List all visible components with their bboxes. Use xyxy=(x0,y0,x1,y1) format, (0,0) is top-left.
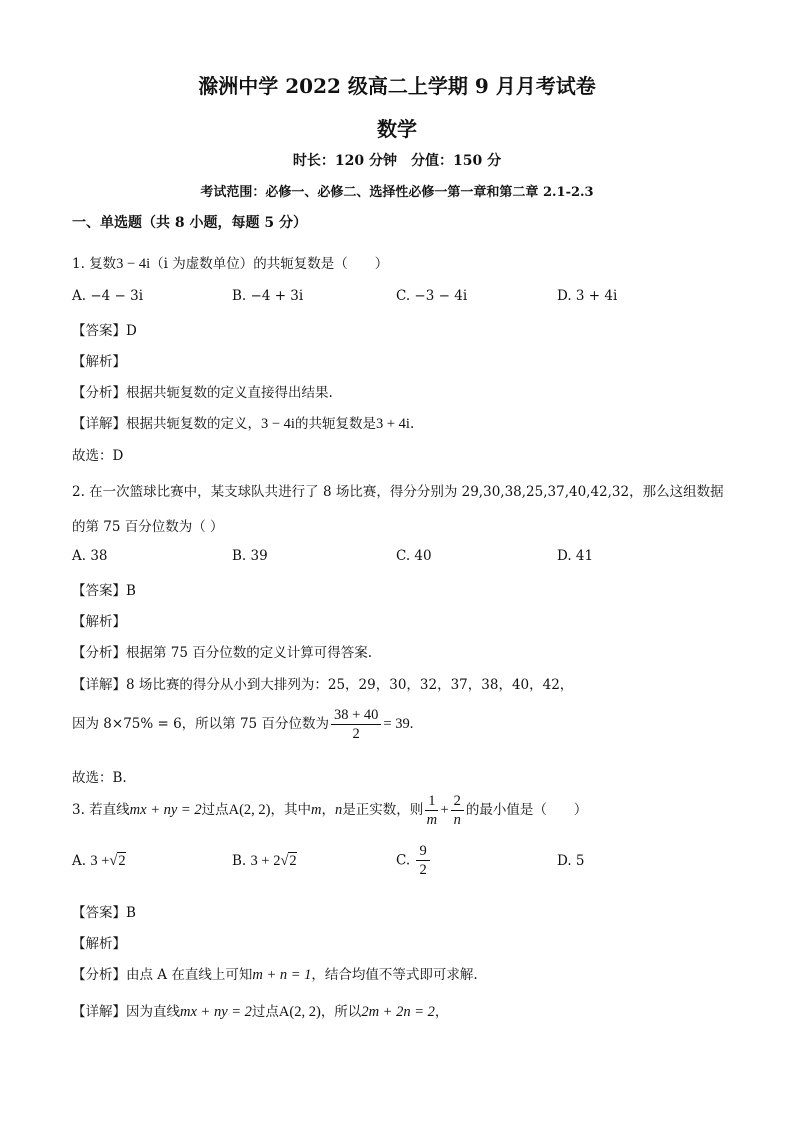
q3-stem-comma: ， xyxy=(321,802,335,818)
q3-option-c-numerator: 9 xyxy=(416,842,429,861)
q3-option-b-radicand: 2 xyxy=(289,853,297,869)
q1-stem-pre: 1. 复数 xyxy=(72,256,117,272)
sqrt-sign-icon: √ xyxy=(280,853,289,869)
q3-xiangjie-mid1: 过点 xyxy=(251,1004,279,1020)
q1-xiangjie-pre: 【详解】根据共轭复数的定义， xyxy=(72,416,261,432)
q2-fraction xyxy=(331,706,381,743)
exam-scope: 考试范围：必修一、必修二、选择性必修一第一章和第二章 2.1-2.3 xyxy=(200,185,594,200)
q2-xiangjie: 【详解】8 场比赛的得分从小到大排列为：25，29，30，32，37，38，40，42， xyxy=(72,677,574,693)
q3-option-c xyxy=(396,842,432,879)
q3-fenxi-post: ，结合均值不等式即可求解. xyxy=(311,967,478,983)
q2-stem-line1: 2. 在一次篮球比赛中，某支球队共进行了 8 场比赛，得分分别为 29,30,38,25,37,40,42,32，那么这组数据 xyxy=(72,484,724,500)
duration-info: 时长：120 分钟 分值：150 分 xyxy=(292,153,502,169)
q3-option-d: D. 5 xyxy=(557,853,585,869)
q1-stem xyxy=(72,252,388,273)
q3-option-c-denominator: 2 xyxy=(419,862,427,878)
q2-fraction-numerator: 38 + 40 xyxy=(331,706,381,725)
q2-fenxi: 【分析】根据第 75 百分位数的定义计算可得答案. xyxy=(72,645,373,661)
q1-xiangjie-expr2: 3 + 4i xyxy=(375,416,410,432)
q2-option-d: D. 41 xyxy=(557,548,594,564)
q3-fenxi-pre: 【分析】由点 A 在直线上可知 xyxy=(72,967,253,983)
q2-option-b: B. 39 xyxy=(232,548,268,564)
q2-option-c: C. 40 xyxy=(396,548,432,564)
q3-var-n: n xyxy=(334,802,343,818)
q3-fraction-1 xyxy=(425,792,438,829)
q2-calc-pre: 因为 8×75% = 6，所以第 75 百分位数为 xyxy=(72,716,329,732)
q3-xiangjie-pre: 【详解】因为直线 xyxy=(72,1004,180,1020)
q3-xiangjie-point: A(2, 2) xyxy=(278,1004,321,1020)
q3-option-b-pre: 3 + 2 xyxy=(250,853,281,869)
q1-fenxi: 【分析】根据共轭复数的定义直接得出结果. xyxy=(72,385,333,401)
q3-xiangjie-expr2: 2m + 2n = 2 xyxy=(361,1004,435,1020)
q2-calculation xyxy=(72,706,413,743)
q3-plus: + xyxy=(440,802,449,818)
q2-calc-post: = 39. xyxy=(383,716,414,732)
q3-answer: 【答案】B xyxy=(72,905,136,921)
q3-line-expr: mx + ny = 2 xyxy=(129,802,202,818)
q3-fraction-1-numerator: 1 xyxy=(425,792,438,811)
q3-stem-mid2: ，其中 xyxy=(270,802,311,818)
q1-jiexi: 【解析】 xyxy=(72,354,126,370)
q3-fraction-2 xyxy=(451,792,464,829)
q3-option-a-radicand: 2 xyxy=(118,853,126,869)
q1-option-a: A. −4 − 3i xyxy=(72,288,144,304)
q1-xiangjie xyxy=(72,412,414,433)
q3-jiexi: 【解析】 xyxy=(72,936,126,952)
q3-stem-mid1: 过点 xyxy=(201,802,229,818)
q3-option-a xyxy=(72,853,126,870)
q3-stem xyxy=(72,792,587,829)
q3-var-m: m xyxy=(310,802,322,818)
q3-fenxi xyxy=(72,963,478,984)
section-heading: 一、单选题（共 8 小题，每题 5 分） xyxy=(72,215,307,231)
q3-xiangjie-post: ， xyxy=(434,1004,449,1020)
q3-option-b-label: B. xyxy=(232,853,247,869)
q1-xiangjie-expr1: 3 − 4i xyxy=(261,416,295,432)
q2-jiexi: 【解析】 xyxy=(72,614,126,630)
q2-answer: 【答案】B xyxy=(72,583,136,599)
q1-stem-expr: 3 − 4i xyxy=(116,256,151,272)
q1-xiangjie-post: . xyxy=(409,416,415,432)
q1-xiangjie-mid: 的共轭复数是 xyxy=(294,416,376,432)
q3-fraction-1-denominator: m xyxy=(426,812,438,828)
q2-choose: 故选：B. xyxy=(72,770,127,786)
q2-option-a: A. 38 xyxy=(72,548,108,564)
q2-fraction-denominator: 2 xyxy=(352,726,360,742)
q1-option-d: D. 3 + 4i xyxy=(557,288,618,304)
q3-fenxi-expr: m + n = 1 xyxy=(252,967,312,983)
q2-stem-line2: 的第 75 百分位数为（ ） xyxy=(72,519,224,535)
q3-option-c-fraction xyxy=(416,842,429,879)
subject-title: 数学 xyxy=(377,117,417,141)
sqrt-sign-icon: √ xyxy=(109,853,118,869)
q3-xiangjie-expr1: mx + ny = 2 xyxy=(180,1004,252,1020)
q1-answer: 【答案】D xyxy=(72,323,137,339)
q1-option-c: C. −3 − 4i xyxy=(396,288,468,304)
q3-xiangjie-mid2: ，所以 xyxy=(320,1004,362,1020)
exam-title: 滁洲中学 2022 级高二上学期 9 月月考试卷 xyxy=(198,74,596,98)
q3-stem-post: 的最小值是（ ） xyxy=(465,802,588,818)
q1-stem-post: （i 为虚数单位）的共轭复数是（ ） xyxy=(150,256,389,272)
q3-point: A(2, 2) xyxy=(228,802,271,818)
q3-xiangjie xyxy=(72,1000,448,1021)
q3-option-a-pre: 3 + xyxy=(90,853,110,869)
q3-option-b xyxy=(232,853,297,870)
q1-choose: 故选：D xyxy=(72,448,124,464)
q3-stem-pre: 3. 若直线 xyxy=(72,802,130,818)
q3-option-c-label: C. xyxy=(396,852,411,869)
q3-stem-mid3: 是正实数，则 xyxy=(342,802,424,818)
q1-option-b: B. −4 + 3i xyxy=(232,288,304,304)
q3-fraction-2-denominator: n xyxy=(453,812,461,828)
q3-option-a-label: A. xyxy=(72,853,87,869)
q3-fraction-2-numerator: 2 xyxy=(451,792,464,811)
